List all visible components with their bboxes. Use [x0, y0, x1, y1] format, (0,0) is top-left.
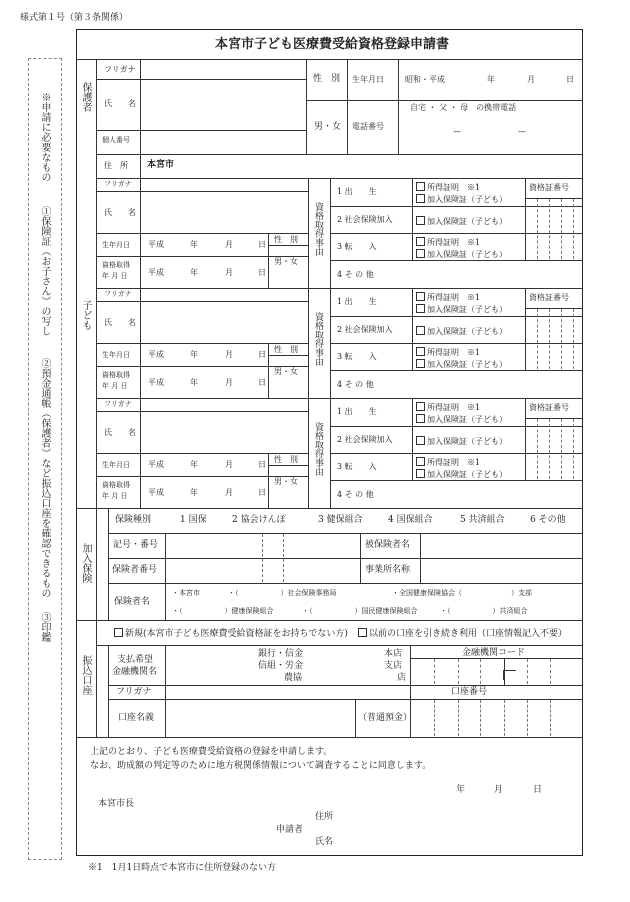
child-1-name-field[interactable] — [141, 192, 307, 233]
form-number: 様式第１号（第３条関係） — [20, 13, 129, 23]
insurer-option-kokuho[interactable]: ・（ ）国民健康保険組合 — [302, 607, 418, 615]
guardian-address-label: 住 所 — [104, 161, 128, 170]
account-number-field[interactable] — [411, 700, 582, 736]
child-1-qual-date-label-2: 年 月 日 — [102, 272, 128, 280]
declaration-line-2: なお、助成額の判定等のために地方税関係情報について調査することに同意します。 — [90, 761, 432, 771]
office-name-label: 事業所名称 — [365, 565, 411, 575]
guardian-sex-value[interactable]: 男・女 — [314, 122, 342, 132]
child-2-qual-era: 平成 — [148, 378, 164, 387]
child-1-reason-4[interactable]: 4 そ の 他 — [337, 270, 374, 279]
branch-type-store[interactable]: 店 — [397, 673, 407, 683]
child-2-qual-date-label-1: 資格取得 — [102, 371, 130, 379]
child-2-other-reason-field[interactable] — [413, 371, 524, 397]
applicant-label: 申請者 — [276, 825, 304, 835]
child-2-reason-1[interactable]: 1 出 生 — [337, 297, 377, 306]
child-3-qual-year: 年 — [190, 488, 198, 497]
child-2-furigana-label: フリガナ — [104, 290, 132, 298]
child-2-qual-date-label-2: 年 月 日 — [102, 382, 128, 390]
child-2-sex-value[interactable]: 男・女 — [274, 367, 298, 376]
footnote: ※1 1月1日時点で本宮市に住所登録のない方 — [88, 863, 277, 873]
applicant-address-field[interactable] — [340, 808, 570, 824]
guardian-dob-year: 年 — [487, 75, 495, 84]
guardian-address-city: 本宮市 — [147, 160, 175, 170]
child-2-dob-label: 生年月日 — [102, 351, 130, 359]
insurance-type-option-6[interactable]: 6 その他 — [530, 515, 566, 525]
date-day-label: 日 — [533, 785, 543, 795]
guardian-mynumber-label: 個人番号 — [102, 136, 130, 144]
side-note-item-3: ③印鑑 — [39, 612, 50, 642]
child-3-dob-era: 平成 — [148, 460, 164, 469]
child-1-qual-month: 月 — [225, 268, 233, 277]
account-name-field[interactable] — [166, 700, 354, 736]
child-1-cert-number-label: 資格証番号 — [529, 183, 569, 192]
child-1-reason-label: 資格取得事由 — [313, 202, 323, 256]
child-3-dob-label: 生年月日 — [102, 461, 130, 469]
insurance-type-label: 保険種別 — [115, 515, 152, 525]
child-3-reason-4[interactable]: 4 そ の 他 — [337, 490, 374, 499]
insurance-symbol-field[interactable] — [166, 534, 359, 557]
bank-label-2: 金融機関名 — [112, 667, 158, 677]
child-2-social-insurance-card[interactable]: 加入保険証（子ども） — [416, 326, 507, 336]
child-2-reason-4[interactable]: 4 そ の 他 — [337, 380, 374, 389]
guardian-phone-dash-2: — — [518, 127, 526, 136]
child-1-sex-label: 性 別 — [274, 235, 298, 244]
declaration-line-1: 上記のとおり、子ども医療費受給資格の登録を申請します。 — [90, 747, 333, 757]
child-2-moved-income-cert[interactable]: 所得証明 ※1 — [416, 347, 480, 357]
child-1-dob-year: 年 — [190, 240, 198, 249]
guardian-furigana-label: フリガナ — [104, 65, 136, 74]
child-1-name-label: 氏 名 — [104, 208, 136, 217]
guardian-phone-dash-1: — — [453, 127, 461, 136]
branch-type-branch[interactable]: 支店 — [384, 661, 403, 671]
child-2-qual-month: 月 — [225, 378, 233, 387]
child-1-dob-label: 生年月日 — [102, 241, 130, 249]
guardian-dob-era[interactable]: 昭和・平成 — [405, 75, 445, 84]
insurer-number-label: 保険者番号 — [112, 565, 158, 575]
insurer-option-kyosai[interactable]: ・（ ）共済組合 — [440, 607, 528, 615]
guardian-address-field[interactable] — [190, 155, 582, 177]
child-3-qual-date-label-2: 年 月 日 — [102, 492, 128, 500]
guardian-sex-label: 性 別 — [313, 74, 341, 84]
page-title: 本宮市子ども医療費受給資格登録申請書 — [215, 37, 450, 52]
applicant-name-field[interactable] — [340, 832, 570, 848]
child-3-reason-3[interactable]: 3 転 入 — [337, 462, 377, 471]
bank-section-label: 振込口座 — [80, 655, 91, 695]
child-1-other-reason-field[interactable] — [413, 261, 524, 287]
child-1-qual-date-label-1: 資格取得 — [102, 261, 130, 269]
date-month-label: 月 — [494, 785, 504, 795]
branch-type-head[interactable]: 本店 — [384, 649, 403, 659]
guardian-dob-day: 日 — [566, 75, 574, 84]
insurance-type-option-2[interactable]: 2 協会けんぽ — [232, 515, 286, 525]
child-2-cert-number-label: 資格証番号 — [529, 293, 569, 302]
account-number-label: 口座番号 — [451, 687, 488, 697]
account-name-label: 口座名義 — [118, 713, 155, 723]
insurer-option-kyokai[interactable]: ・全国健康保険協会（ ）支部 — [392, 589, 532, 597]
child-2-dob-month: 月 — [225, 350, 233, 359]
child-1-qual-year: 年 — [190, 268, 198, 277]
deposit-type-label: （普通預金） — [358, 713, 413, 723]
child-1-qual-era: 平成 — [148, 268, 164, 277]
guardian-name-label: 氏 名 — [104, 99, 136, 108]
child-3-reason-label: 資格取得事由 — [313, 422, 323, 476]
bank-type-2[interactable]: 信組・労金 — [258, 661, 304, 671]
child-2-name-field[interactable] — [141, 302, 307, 343]
child-1-qual-day: 日 — [258, 268, 266, 277]
child-1-birth-insurance-card[interactable]: 加入保険証（子ども） — [416, 194, 507, 204]
child-2-moved-insurance-card[interactable]: 加入保険証（子ども） — [416, 359, 507, 369]
child-3-cert-number-label: 資格証番号 — [529, 403, 569, 412]
child-1-dob-month: 月 — [225, 240, 233, 249]
child-2-dob-year: 年 — [190, 350, 198, 359]
child-3-qual-era: 平成 — [148, 488, 164, 497]
child-2-qual-day: 日 — [258, 378, 266, 387]
addressee: 本宮市長 — [98, 799, 135, 809]
child-3-other-reason-field[interactable] — [413, 481, 524, 507]
child-3-dob-month: 月 — [225, 460, 233, 469]
child-2-birth-insurance-card[interactable]: 加入保険証（子ども） — [416, 304, 507, 314]
bank-type-3[interactable]: 農協 — [284, 673, 303, 683]
child-1-moved-income-cert[interactable]: 所得証明 ※1 — [416, 237, 480, 247]
insurance-type-option-3[interactable]: 3 健保組合 — [318, 515, 363, 525]
insurer-option-kenpo[interactable]: ・（ ）健康保険組合 — [172, 607, 274, 615]
insured-name-field[interactable] — [421, 534, 582, 557]
child-1-furigana-label: フリガナ — [104, 180, 132, 188]
child-2-reason-2[interactable]: 2 社会保険加入 — [337, 325, 393, 334]
insured-name-label: 被保険者名 — [365, 540, 411, 550]
bank-type-1[interactable]: 銀行・信金 — [258, 649, 304, 659]
side-note-item-1: ①保険証（お子さん）の写し — [39, 206, 50, 336]
insurer-option-motomiya[interactable]: ・本宮市 — [172, 589, 200, 597]
child-2-qual-year: 年 — [190, 378, 198, 387]
child-3-birth-income-cert[interactable]: 所得証明 ※1 — [416, 402, 480, 412]
bank-furigana-label: フリガナ — [116, 687, 152, 697]
insurance-type-option-5[interactable]: 5 共済組合 — [460, 515, 505, 525]
date-year-label: 年 — [456, 785, 466, 795]
insurance-type-option-1[interactable]: 1 国保 — [180, 515, 207, 525]
child-1-social-insurance-card[interactable]: 加入保険証（子ども） — [416, 216, 507, 226]
child-3-dob-year: 年 — [190, 460, 198, 469]
institution-code-field[interactable] — [411, 659, 582, 684]
insurance-type-option-4[interactable]: 4 国保組合 — [388, 515, 433, 525]
insurer-number-field[interactable] — [166, 559, 359, 582]
bank-option-new[interactable]: 新規(本宮市子ども医療費受給資格証をお持ちでない方) — [114, 628, 348, 639]
bank-label-1: 支払希望 — [117, 655, 154, 665]
child-1-birth-income-cert[interactable]: 所得証明 ※1 — [416, 182, 480, 192]
child-1-reason-2[interactable]: 2 社会保険加入 — [337, 215, 393, 224]
child-1-reason-3[interactable]: 3 転 入 — [337, 242, 377, 251]
child-3-reason-1[interactable]: 1 出 生 — [337, 407, 377, 416]
child-3-dob-day: 日 — [258, 460, 266, 469]
child-2-furigana-field[interactable] — [141, 289, 307, 301]
guardian-phone-type[interactable]: 自宅 ・ 父 ・ 母 の携帯電話 — [410, 103, 517, 112]
office-name-field[interactable] — [421, 559, 582, 582]
child-2-name-label: 氏 名 — [104, 318, 136, 327]
child-3-name-field[interactable] — [141, 412, 307, 453]
bank-option-previous[interactable]: 以前の口座を引き続き利用（口座情報記入不要） — [358, 628, 567, 639]
child-1-furigana-field[interactable] — [141, 179, 307, 191]
bank-name-field[interactable] — [166, 646, 251, 684]
applicant-name-label: 氏名 — [315, 837, 334, 847]
insurance-section-label: 加入保険 — [80, 543, 91, 583]
guardian-section-label: 保護者 — [80, 82, 91, 112]
guardian-phone-label: 電話番号 — [352, 122, 384, 131]
child-3-moved-income-cert[interactable]: 所得証明 ※1 — [416, 457, 480, 467]
child-3-birth-insurance-card[interactable]: 加入保険証（子ども） — [416, 414, 507, 424]
insurer-option-social-office[interactable]: ・（ ）社会保険事務局 — [228, 589, 337, 597]
child-1-dob-era: 平成 — [148, 240, 164, 249]
account-furigana-field[interactable] — [166, 686, 409, 698]
child-3-sex-value[interactable]: 男・女 — [274, 477, 298, 486]
child-3-name-label: 氏 名 — [104, 428, 136, 437]
child-2-reason-3[interactable]: 3 転 入 — [337, 352, 377, 361]
child-1-dob-day: 日 — [258, 240, 266, 249]
applicant-address-label: 住所 — [315, 812, 334, 822]
side-note-heading: ※申請に必要なもの — [39, 92, 50, 182]
child-3-qual-month: 月 — [225, 488, 233, 497]
child-3-social-insurance-card[interactable]: 加入保険証（子ども） — [416, 436, 507, 446]
child-2-cert-number-field[interactable] — [526, 309, 582, 369]
child-2-dob-day: 日 — [258, 350, 266, 359]
child-2-reason-label: 資格取得事由 — [313, 312, 323, 366]
child-3-furigana-field[interactable] — [141, 399, 307, 411]
child-2-birth-income-cert[interactable]: 所得証明 ※1 — [416, 292, 480, 302]
insurer-name-label: 保険者名 — [114, 597, 151, 607]
child-section-label: 子ども — [80, 300, 91, 330]
guardian-name-field[interactable] — [141, 80, 305, 130]
insurance-symbol-label: 記号・番号 — [113, 540, 159, 550]
application-date-field[interactable] — [400, 782, 550, 798]
child-3-cert-number-field[interactable] — [526, 419, 582, 479]
child-1-sex-value[interactable]: 男・女 — [274, 257, 298, 266]
child-1-cert-number-field[interactable] — [526, 199, 582, 259]
child-3-reason-2[interactable]: 2 社会保険加入 — [337, 435, 393, 444]
child-2-sex-label: 性 別 — [274, 345, 298, 354]
branch-name-field[interactable] — [312, 646, 382, 684]
guardian-dob-label: 生年月日 — [352, 75, 384, 84]
child-2-dob-era: 平成 — [148, 350, 164, 359]
guardian-mynumber-field[interactable] — [141, 131, 305, 154]
child-1-moved-insurance-card[interactable]: 加入保険証（子ども） — [416, 249, 507, 259]
child-3-moved-insurance-card[interactable]: 加入保険証（子ども） — [416, 469, 507, 479]
child-3-sex-label: 性 別 — [274, 455, 298, 464]
child-3-furigana-label: フリガナ — [104, 400, 132, 408]
child-1-reason-1[interactable]: 1 出 生 — [337, 187, 377, 196]
guardian-furigana-field[interactable] — [141, 60, 305, 79]
guardian-dob-month: 月 — [527, 75, 535, 84]
child-3-qual-day: 日 — [258, 488, 266, 497]
child-3-qual-date-label-1: 資格取得 — [102, 481, 130, 489]
institution-code-label: 金融機関コード — [462, 648, 526, 658]
side-note-item-2: ②預金通帳（保護者）など振込口座を確認できるもの — [39, 358, 50, 598]
